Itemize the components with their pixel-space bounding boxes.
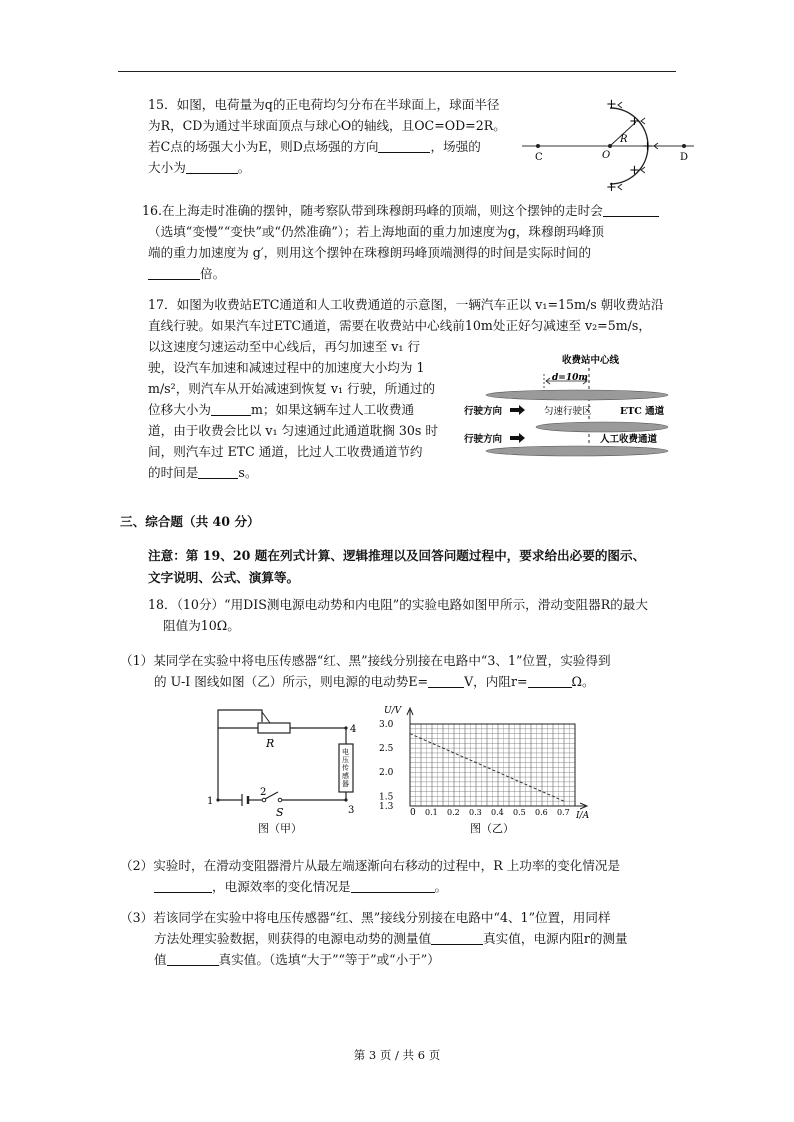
- q18-p3-line-3-tail: 真实值。（选填“大于”“等于”或“小于”）: [218, 952, 440, 967]
- q18-node-4: [344, 726, 347, 729]
- q15-line-4-text: 大小为: [148, 160, 186, 175]
- q15-line-4: [148, 157, 506, 178]
- q16-line-1: [142, 200, 659, 221]
- q17-line-3: 以这速度匀速运动至中心线后，再匀加速至 v₁ 行: [148, 339, 421, 354]
- question-15: [148, 94, 506, 178]
- q16-blank-ratio[interactable]: [148, 265, 200, 280]
- q15-field-arrow-2: [641, 118, 645, 124]
- q18-p3-line-3-text: 值: [154, 952, 167, 967]
- q18-graph-grid: [407, 708, 587, 809]
- q15-label-o: O: [602, 150, 611, 161]
- q15-line-3-tail: ，场强的: [430, 139, 481, 154]
- q17-line-6-tail: m；如果这辆车过人工收费通: [250, 402, 415, 417]
- q17-median-middle: [536, 422, 668, 432]
- q18-label-node-4: 4: [350, 724, 357, 735]
- q15-plus-4: +: [629, 163, 640, 178]
- q15-line-2: 为R，CD为通过半球面顶点与球心O的轴线，且OC=OD=2R。: [148, 118, 506, 133]
- q17-manual-label: 人工收费通道: [600, 434, 658, 445]
- q18-circuit-figure: [200, 704, 370, 838]
- q17-line-6-text: 位移大小为: [148, 402, 211, 417]
- q17-blank-displacement[interactable]: [211, 401, 251, 416]
- q18-sensor-label: 电压传感器: [342, 748, 349, 788]
- q18-p1-line-2-text: 的 U-I 图线如图（乙）所示，则电源的电动势E=: [154, 674, 429, 689]
- q18-part-3: [120, 907, 628, 970]
- q18-p1-line-2: [154, 671, 611, 692]
- q15-blank-magnitude[interactable]: [186, 159, 238, 174]
- q18-label-r: R: [266, 737, 275, 750]
- q18-circuit-caption: 图（甲）: [258, 822, 302, 835]
- graph-x-tick-label: 0.7: [557, 808, 570, 817]
- q17-etc-label: ETC 通道: [620, 406, 665, 417]
- q18-p3-line-1: （3）若该同学在实验中将电压传感器“红、黑”接线分别接在电路中“4、1”位置，用同样: [120, 910, 611, 925]
- graph-y-tick-label: 2.0: [379, 768, 394, 779]
- q18-graph-ticks: [379, 720, 570, 817]
- q17-line-1: 17．如图为收费站ETC通道和人工收费通道的示意图，一辆汽车正以 v₁=15m/s 朝收费站沿: [148, 297, 664, 312]
- question-16: [142, 200, 659, 284]
- graph-y-tick-label: 1.5: [379, 792, 394, 803]
- q17-line-9-text: 的时间是: [148, 465, 199, 480]
- q18-graph-origin: 0: [410, 808, 416, 818]
- q15-plus-5: +: [606, 180, 617, 195]
- page-footer: 第 3 页 / 共 6 页: [353, 1048, 441, 1062]
- section-3-title: 三、综合题（共 40 分）: [120, 514, 260, 529]
- header-rule: [118, 71, 676, 72]
- q18-part-1: [120, 650, 611, 692]
- graph-y-tick-label: 1.3: [379, 802, 394, 812]
- q18-part-2: [120, 855, 620, 897]
- question-18: [148, 594, 648, 636]
- q18-blank-r-compare[interactable]: [167, 951, 219, 966]
- q18-label-node-3: 3: [348, 805, 355, 816]
- q18-label-s: S: [276, 806, 284, 819]
- q17-line-8: 间，则汽车过 ETC 通道，比过人工收费通道节约: [148, 444, 423, 459]
- q18-p3-line-2-tail: 真实值，电源内阻r的测量: [483, 931, 628, 946]
- q15-line-3: [148, 136, 506, 157]
- q18-switch-contact-2: [278, 798, 282, 802]
- q17-arrow-etc: [510, 405, 525, 415]
- q16-blank-clock[interactable]: [603, 202, 659, 217]
- q16-line-2: （选填“变慢”“变快”或“仍然准确”）；若上海地面的重力加速度为g，珠穆朗玛峰顶: [148, 224, 604, 239]
- q17-blank-time-saved[interactable]: [198, 464, 238, 479]
- graph-x-tick-label: 0.1: [425, 808, 438, 817]
- q15-line-1: 15．如图，电荷量为q的正电荷均匀分布在半球面上，球面半径: [148, 97, 500, 112]
- graph-y-tick-label: 2.5: [379, 744, 394, 755]
- graph-x-tick-label: 0.2: [447, 808, 460, 817]
- q18-node-3: [344, 798, 347, 801]
- q17-line-4: 驶，设汽车加速和减速过程中的加速度大小均为 1: [148, 360, 425, 375]
- q18-node-1: [216, 798, 219, 801]
- q15-plus-3: +: [642, 139, 653, 154]
- q18-p3-line-3: [154, 949, 628, 970]
- q17-line-9: [148, 462, 664, 483]
- graph-x-tick-label: 0.4: [491, 808, 504, 817]
- q18-rheostat: [258, 723, 290, 733]
- q18-label-node-2: 2: [260, 787, 267, 798]
- q17-toll-station-figure: [462, 350, 684, 462]
- q17-arrow-manual: [510, 433, 525, 443]
- q15-label-r: R: [620, 134, 628, 145]
- q18-p1-line-2-tail: Ω。: [571, 674, 595, 689]
- q17-center-line-label: 收费站中心线: [562, 355, 620, 366]
- section-3-note: [148, 545, 645, 589]
- q17-line-5: m/s²，则汽车从开始减速到恢复 v₁ 行驶，所通过的: [148, 381, 436, 396]
- q17-median-bottom: [486, 446, 668, 456]
- q18-p2-line-2-tail: 。: [434, 879, 448, 894]
- q15-blank-direction[interactable]: [378, 138, 430, 153]
- q15-label-c: C: [535, 152, 543, 163]
- q18-graph-caption: 图（乙）: [470, 822, 514, 835]
- section-3-note-line-2: 文字说明、公式、演算等。: [148, 570, 300, 585]
- graph-y-tick-label: 3.0: [379, 720, 394, 730]
- q15-plus-1: +: [606, 97, 617, 112]
- q18-blank-emf[interactable]: [428, 673, 464, 688]
- q18-line-2: 阻值为10Ω。: [163, 618, 240, 633]
- q18-p2-line-2: [154, 876, 620, 897]
- q15-point-c: [536, 144, 540, 148]
- graph-x-tick-label: 0.6: [535, 808, 548, 817]
- q17-line-9-tail: s。: [238, 465, 258, 480]
- q18-blank-resistance[interactable]: [528, 673, 572, 688]
- q18-p2-line-2-text: ，电源效率的变化情况是: [212, 879, 351, 894]
- q18-blank-emf-compare[interactable]: [431, 930, 483, 945]
- q18-label-node-1: 1: [207, 796, 214, 807]
- q17-line-2: 直线行驶。如果汽车过ETC通道，需要在收费站中心线前10m处正好匀减速至 v₂=5m/s，: [148, 318, 651, 333]
- q15-field-arrow-1: [618, 102, 622, 108]
- q17-line-7: 道，由于收费会比以 v₁ 匀速通过此通道耽搁 30s 时: [148, 423, 438, 438]
- q16-line-3: 端的重力加速度为 g′，则用这个摆钟在珠穆朗玛峰顶端测得的时间是实际时间的: [148, 245, 592, 260]
- q18-p1-line-2-mid: V，内阻r=: [464, 674, 528, 689]
- q16-line-4-text: 倍。: [200, 266, 226, 281]
- q18-p1-line-1: （1）某同学在实验中将电压传感器“红、黑”接线分别接在电路中“3、1”位置，实验得到: [120, 653, 611, 668]
- q15-label-d: D: [680, 152, 689, 163]
- q15-point-o: [608, 144, 612, 148]
- q18-circuit-wire-right: [280, 728, 346, 800]
- q18-circuit-wire-left: [218, 710, 262, 800]
- q17-median-top: [486, 390, 668, 400]
- q17-direction-manual: 行驶方向: [464, 434, 503, 445]
- q18-ui-graph: [360, 700, 600, 840]
- q18-blank-efficiency[interactable]: [351, 878, 435, 893]
- q15-line-4-tail: 。: [237, 160, 251, 175]
- q16-line-1-text: 16.在上海走时准确的摆钟，随考察队带到珠穆朗玛峰的顶端，则这个摆钟的走时会: [142, 203, 603, 218]
- q18-graph-ylabel: U/V: [384, 706, 402, 716]
- q18-line-1: 18．（10分）“用DIS测电源电动势和内电阻”的实验电路如图甲所示，滑动变阻器R的最大: [148, 597, 648, 612]
- q16-line-4: [148, 263, 659, 284]
- q18-rheostat-slider: [262, 712, 270, 723]
- q15-line-3-text: 若C点的场强大小为E，则D点场强的方向: [148, 139, 379, 154]
- graph-x-tick-label: 0.5: [513, 808, 526, 817]
- q17-zone-label: 匀速行驶区: [544, 406, 592, 417]
- q18-blank-r-power[interactable]: [154, 878, 212, 893]
- q18-p2-line-1: （2）实验时，在滑动变阻器滑片从最左端逐渐向右移动的过程中，R 上功率的变化情况是: [120, 858, 621, 873]
- q17-direction-etc: 行驶方向: [464, 406, 503, 417]
- q18-graph-xlabel: I/A: [576, 811, 590, 821]
- q17-d-label: d=10m: [552, 373, 588, 383]
- q18-p3-line-2-text: 方法处理实验数据，则获得的电源电动势的测量值: [154, 931, 432, 946]
- q15-plus-2: +: [629, 114, 640, 129]
- q18-p3-line-2: [154, 928, 628, 949]
- q15-hemisphere-figure: [518, 92, 698, 196]
- section-3-note-line-1: 注意：第 19、20 题在列式计算、逻辑推理以及回答问题过程中，要求给出必要的图示、: [148, 548, 646, 563]
- q15-point-d: [682, 144, 686, 148]
- graph-x-tick-label: 0.3: [469, 808, 482, 817]
- q18-switch-blade: [265, 792, 278, 799]
- q15-field-arrow-5: [618, 184, 622, 190]
